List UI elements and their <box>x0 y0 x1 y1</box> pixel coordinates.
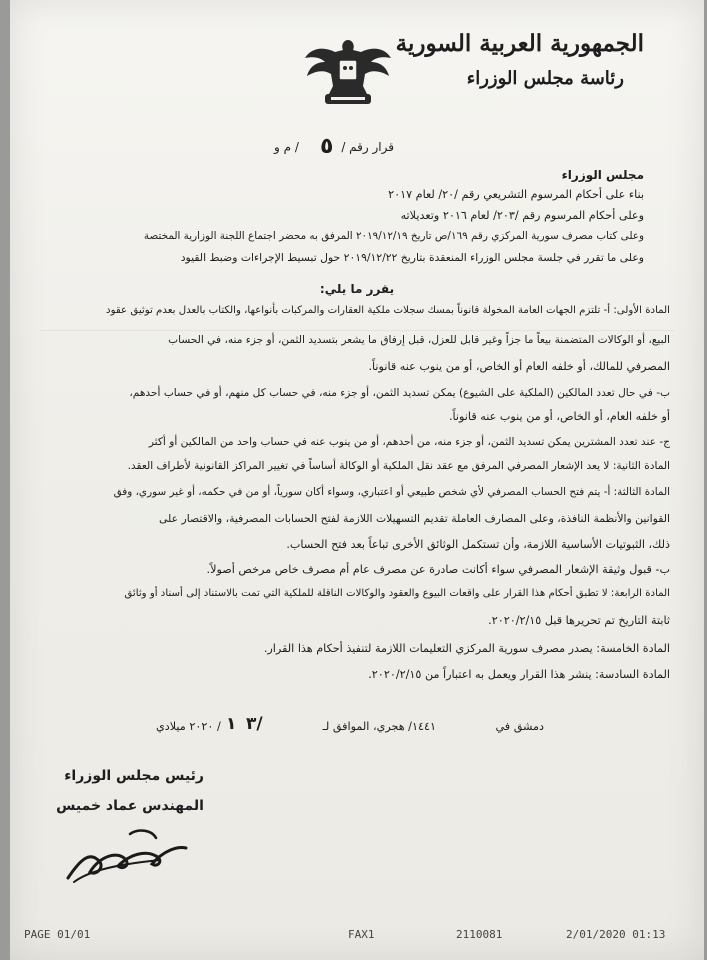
article-line: القوانين والأنظمة النافذة، وعلى المصارف العاملة تقديم التسهيلات اللازمة لفتح الحسابات المصرفية، والاقتصار على <box>159 512 670 525</box>
article-line: ب- قبول وثيقة الإشعار المصرفي سواء أكانت صادرة عن مصرف عام أم مصرف خاص مرخص أصولاً. <box>206 563 670 576</box>
article-line: المادة الثانية: لا يعد الإشعار المصرفي المرفق مع عقد نقل الملكية أو الوكالة أساساً في تغيير المراكز القانونية لأطراف العقد. <box>127 460 670 472</box>
office-name: رئاسة مجلس الوزراء <box>466 68 624 89</box>
fax-device: FAX1 <box>348 928 375 941</box>
signatory-name: المهندس عماد خميس <box>56 798 204 814</box>
dateline-day: ٣/ <box>246 714 263 734</box>
dateline-month: ١ <box>226 714 237 734</box>
article-line: البيع، أو الوكالات المتضمنة بيعاً ما جزاً وغير قابل للعزل، قبل إرفاق ما يشعر بتسديد الثمن، أو جزء منه، في الحساب <box>168 334 670 346</box>
handwritten-signature <box>60 820 190 890</box>
basis-line: بناء على أحكام المرسوم التشريعي رقم /٢٠/ لعام ٢٠١٧ <box>388 188 644 201</box>
article-line: المادة الأولى: أ- تلتزم الجهات العامة المخولة قانوناً بمسك سجلات ملكية العقارات والمركبات بأنواعها، والكتاب بالعدل بعدم توثيق عقود <box>106 305 670 316</box>
fax-number: 2110081 <box>456 928 503 941</box>
fax-footer <box>0 928 707 950</box>
dateline-greg: / ٢٠٢٠ ميلادي <box>156 720 221 733</box>
article-line: المادة الرابعة: لا تطبق أحكام هذا القرار على واقعات البيوع والعقود والوكالات الناقلة للملكية التي تمت بالاستناد إلى أسناد أو وثائق <box>124 588 670 599</box>
paper-fold <box>40 330 674 331</box>
article-line: المادة الخامسة: يصدر مصرف سورية المركزي التعليمات اللازمة لتنفيذ أحكام هذا القرار. <box>263 642 670 655</box>
council-heading: مجلس الوزراء <box>561 168 644 182</box>
article-line: ثابتة التاريخ تم تحريرها قبل ٢٠٢٠/٢/١٥. <box>488 614 670 627</box>
basis-line: وعلى كتاب مصرف سورية المركزي رقم ١٦٩/ص تاريخ ٢٠١٩/١٢/١٩ المرفق به محضر اجتماع اللجنة الوزارية المختصة <box>143 230 644 242</box>
signatory-title: رئيس مجلس الوزراء <box>64 768 204 784</box>
decree-suffix: / م و <box>274 140 299 154</box>
country-name: الجمهورية العربية السورية <box>395 30 644 57</box>
dateline-place: دمشق في <box>495 720 544 733</box>
article-line: المادة الثالثة: أ- يتم فتح الحساب المصرفي لأي شخص طبيعي أو اعتباري، وسواء أكان سورياً، أو من في حكمه، أو غير سوري، وفق <box>113 486 670 498</box>
decree-number: ٥ <box>320 134 334 159</box>
article-line: ج- عند تعدد المشترين يمكن تسديد الثمن، أو جزء منه، من أحدهم، أو من ينوب عنه في حساب واحد من المالكين أو أكثر <box>148 436 670 448</box>
basis-line: وعلى أحكام المرسوم رقم /٢٠٣/ لعام ٢٠١٦ وتعديلاته <box>400 209 644 222</box>
article-line: ذلك، الثبوتيات الأساسية اللازمة، وأن تستكمل الوثائق الأخرى تباعاً بعد فتح الحساب. <box>286 538 670 551</box>
fax-datetime: 2/01/2020 01:13 <box>566 928 666 941</box>
decree-page <box>10 0 704 960</box>
article-line: ب- في حال تعدد المالكين (الملكية على الشيوع) يمكن تسديد الثمن، أو جزء منه، في حساب كل منهم، أو في حساب أحدهم، <box>129 387 670 399</box>
fax-page: PAGE 01/01 <box>24 928 91 941</box>
article-line: المصرفي للمالك، أو خلفه العام أو الخاص، أو من ينوب عنه قانوناً. <box>368 360 670 373</box>
article-line: أو خلفه العام، أو الخاص، أو من ينوب عنه قانوناً. <box>448 410 670 423</box>
dateline-hijri: ١٤٤١/ هجري، الموافق لـ <box>322 720 436 733</box>
basis-line: وعلى ما تقرر في جلسة مجلس الوزراء المنعقدة بتاريخ ٢٠١٩/١٢/٢٢ حول تبسيط الإجراءات وضبط القيود <box>180 251 644 264</box>
eagle-emblem-icon <box>303 32 393 110</box>
decides-heading: يقرر ما يلي: <box>319 282 395 296</box>
article-line: المادة السادسة: ينشر هذا القرار ويعمل به اعتباراً من ٢٠٢٠/٢/١٥. <box>368 668 670 681</box>
decree-label: قرار رقم / <box>341 140 394 154</box>
